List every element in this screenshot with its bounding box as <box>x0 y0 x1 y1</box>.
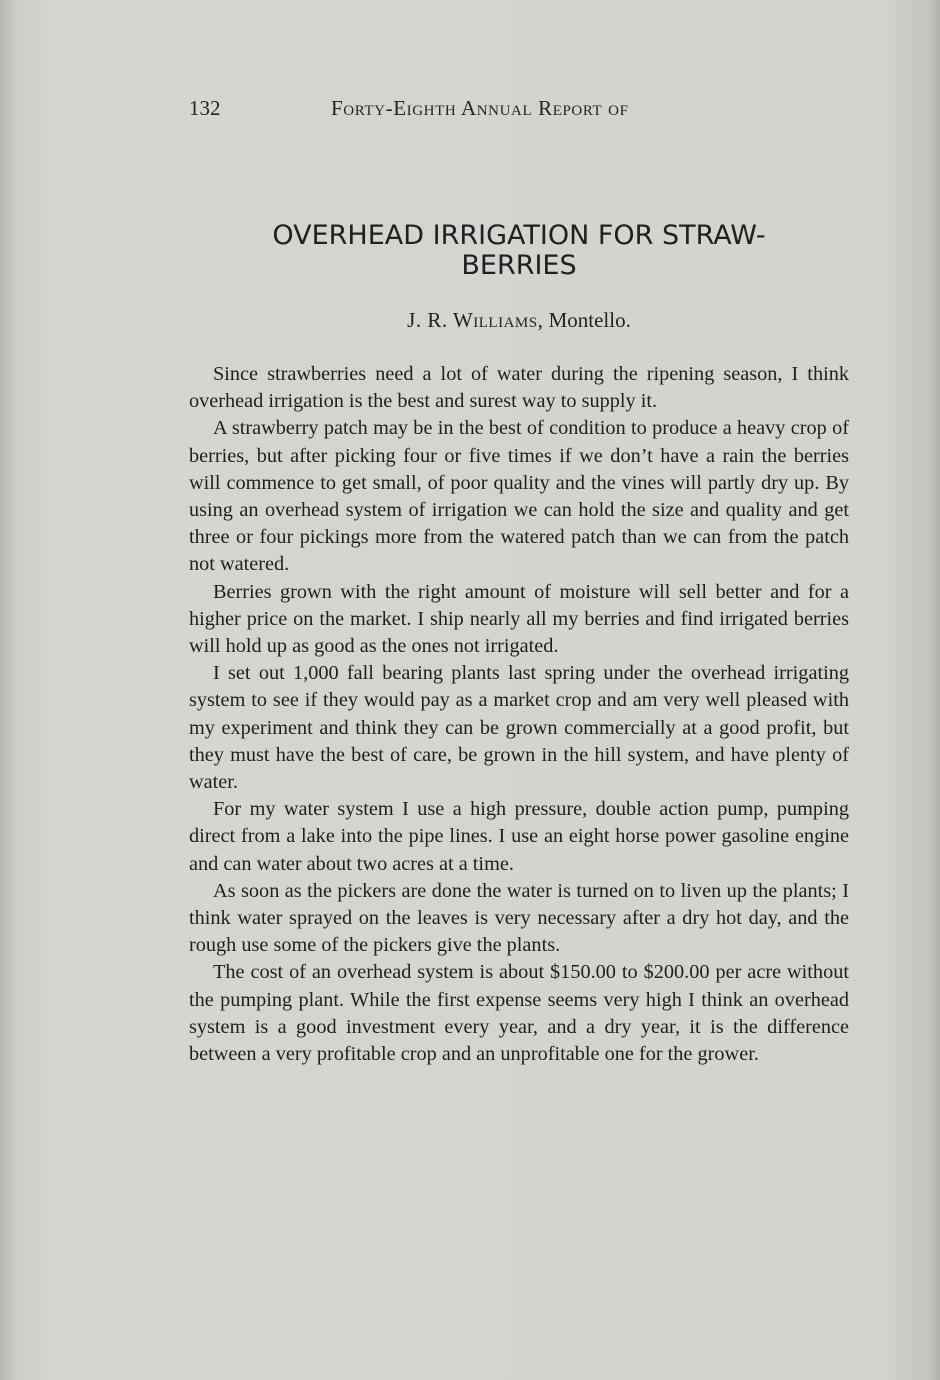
article-body <box>189 361 849 1068</box>
paragraph-7: The cost of an overhead system is about $150.00 to $200.00 per acre without the pumping plant. While the first expense seems very high I think an overhead system is a good investment every year, and a dry year, it is the difference between a very profitable crop and an unprofitable one for the grower. <box>189 961 849 1066</box>
paragraph-3: Berries grown with the right amount of moisture will sell better and for a higher price on the market. I ship nearly all my berries and find irrigated berries will hold up as good as the ones not irrigated. <box>189 580 849 658</box>
article-title-line-1: OVERHEAD IRRIGATION FOR STRAW- <box>272 220 766 251</box>
paragraph-5: For my water system I use a high pressure, double action pump, pumping direct from a lake into the pipe lines. I use an eight horse power gasoline engine and can water about two acres at a time. <box>189 798 849 875</box>
running-head: Forty-Eighth Annual Report of <box>331 96 629 120</box>
page-number: 132 <box>189 96 221 120</box>
page-header <box>189 96 709 124</box>
paragraph-2: A strawberry patch may be in the best of condition to produce a heavy crop of berries, but after picking four or five times if we don’t have a rain the berries will commence to get small, of poor quality and the vines will partly dry up. By using an overhead system of irrigation we can hold the size and quality and get three or four pickings more from the watered patch than we can from the patch not watered. <box>189 417 849 576</box>
article-title <box>189 221 849 281</box>
author-location: Montello. <box>548 308 631 332</box>
paragraph-1: Since strawberries need a lot of water during the ripening season, I think overhead irrigation is the best and surest way to supply it. <box>189 363 849 413</box>
paragraph-6: As soon as the pickers are done the water is turned on to liven up the plants; I think water sprayed on the leaves is very necessary after a dry hot day, and the rough use some of the pickers give the plants. <box>189 879 849 957</box>
paragraph-4: I set out 1,000 fall bearing plants last spring under the overhead irrigating system to see if they would pay as a market crop and am very well pleased with my experiment and think they can be grown commercially at a good profit, but they must have the best of care, be grown in the hill system, and have plenty of water. <box>189 662 849 794</box>
author-name: J. R. Williams, <box>407 308 544 332</box>
article-title-line-2: BERRIES <box>461 250 577 281</box>
byline <box>189 308 849 333</box>
